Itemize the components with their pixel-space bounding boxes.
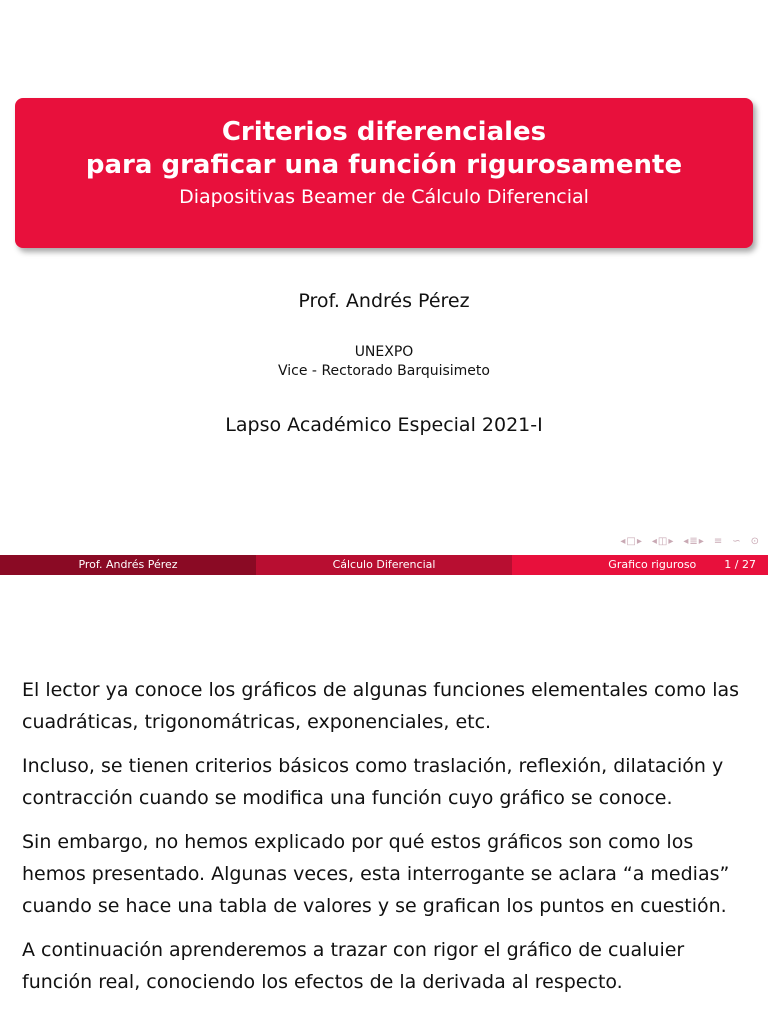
presentation-title-line-1: Criterios diferenciales [221, 117, 547, 147]
author-name: Prof. Andrés Pérez [298, 290, 470, 312]
title-block [15, 98, 753, 248]
presentation-subtitle: Diapositivas Beamer de Cálculo Diferencial [179, 186, 589, 208]
presentation-title-line-2: para graficar una función rigurosamente [85, 150, 683, 180]
arrow-left-icon[interactable]: ◂ [683, 536, 690, 547]
institution-campus: Vice - Rectorado Barquisimeto [278, 363, 490, 379]
arrow-right-icon[interactable]: ▸ [636, 536, 643, 547]
subsection-nav[interactable] [652, 536, 675, 547]
section-icon[interactable]: ≣ [689, 536, 699, 547]
frame-nav[interactable] [620, 536, 643, 547]
arrow-right-icon[interactable]: ▸ [698, 536, 705, 547]
footer-page-number: 1 / 27 [724, 558, 756, 571]
arrow-right-icon[interactable]: ▸ [668, 536, 675, 547]
presentation-date: Lapso Académico Especial 2021-I [225, 414, 543, 436]
paragraph-1: El lector ya conoce los gráficos de algunas funciones elementales como las cuadráticas, trigonomátricas, exponenciales, etc. [22, 679, 740, 733]
institution [0, 343, 768, 381]
arrow-left-icon[interactable]: ◂ [651, 536, 658, 547]
paragraph-4: A continuación aprenderemos a trazar con rigor el gráfico de cualuier función real, conociendo los efectos de la derivada al respecto. [22, 939, 685, 993]
institution-name: UNEXPO [354, 344, 414, 360]
arrow-left-icon[interactable]: ◂ [620, 536, 627, 547]
footer-author: Prof. Andrés Pérez [0, 555, 256, 575]
footline [0, 555, 768, 575]
slide-body [22, 674, 746, 1010]
subsection-icon[interactable]: ◫ [657, 536, 669, 547]
zoom-icon[interactable]: ⊙ [750, 536, 760, 547]
search-icon[interactable]: ∽ [732, 536, 742, 547]
footer-right [512, 555, 768, 575]
footer-short-title: Grafico riguroso [608, 558, 697, 571]
content-slide [0, 576, 768, 1024]
footer-course: Cálculo Diferencial [256, 555, 512, 575]
beamer-navigation-bar [620, 536, 760, 547]
frame-icon[interactable]: □ [626, 536, 637, 547]
section-nav[interactable] [683, 536, 704, 547]
paragraph-3: Sin embargo, no hemos explicado por qué estos gráficos son como los hemos presentado. Algunas veces, esta interrogante se aclara “a medias” cuando se hace una tabla de valores y se grafican los puntos en cuestión. [22, 831, 730, 917]
paragraph-2: Incluso, se tienen criterios básicos como traslación, reflexión, dilatación y contracción cuando se modifica una función cuyo gráfico se conoce. [22, 755, 724, 809]
document-icon[interactable]: ≡ [713, 536, 724, 547]
